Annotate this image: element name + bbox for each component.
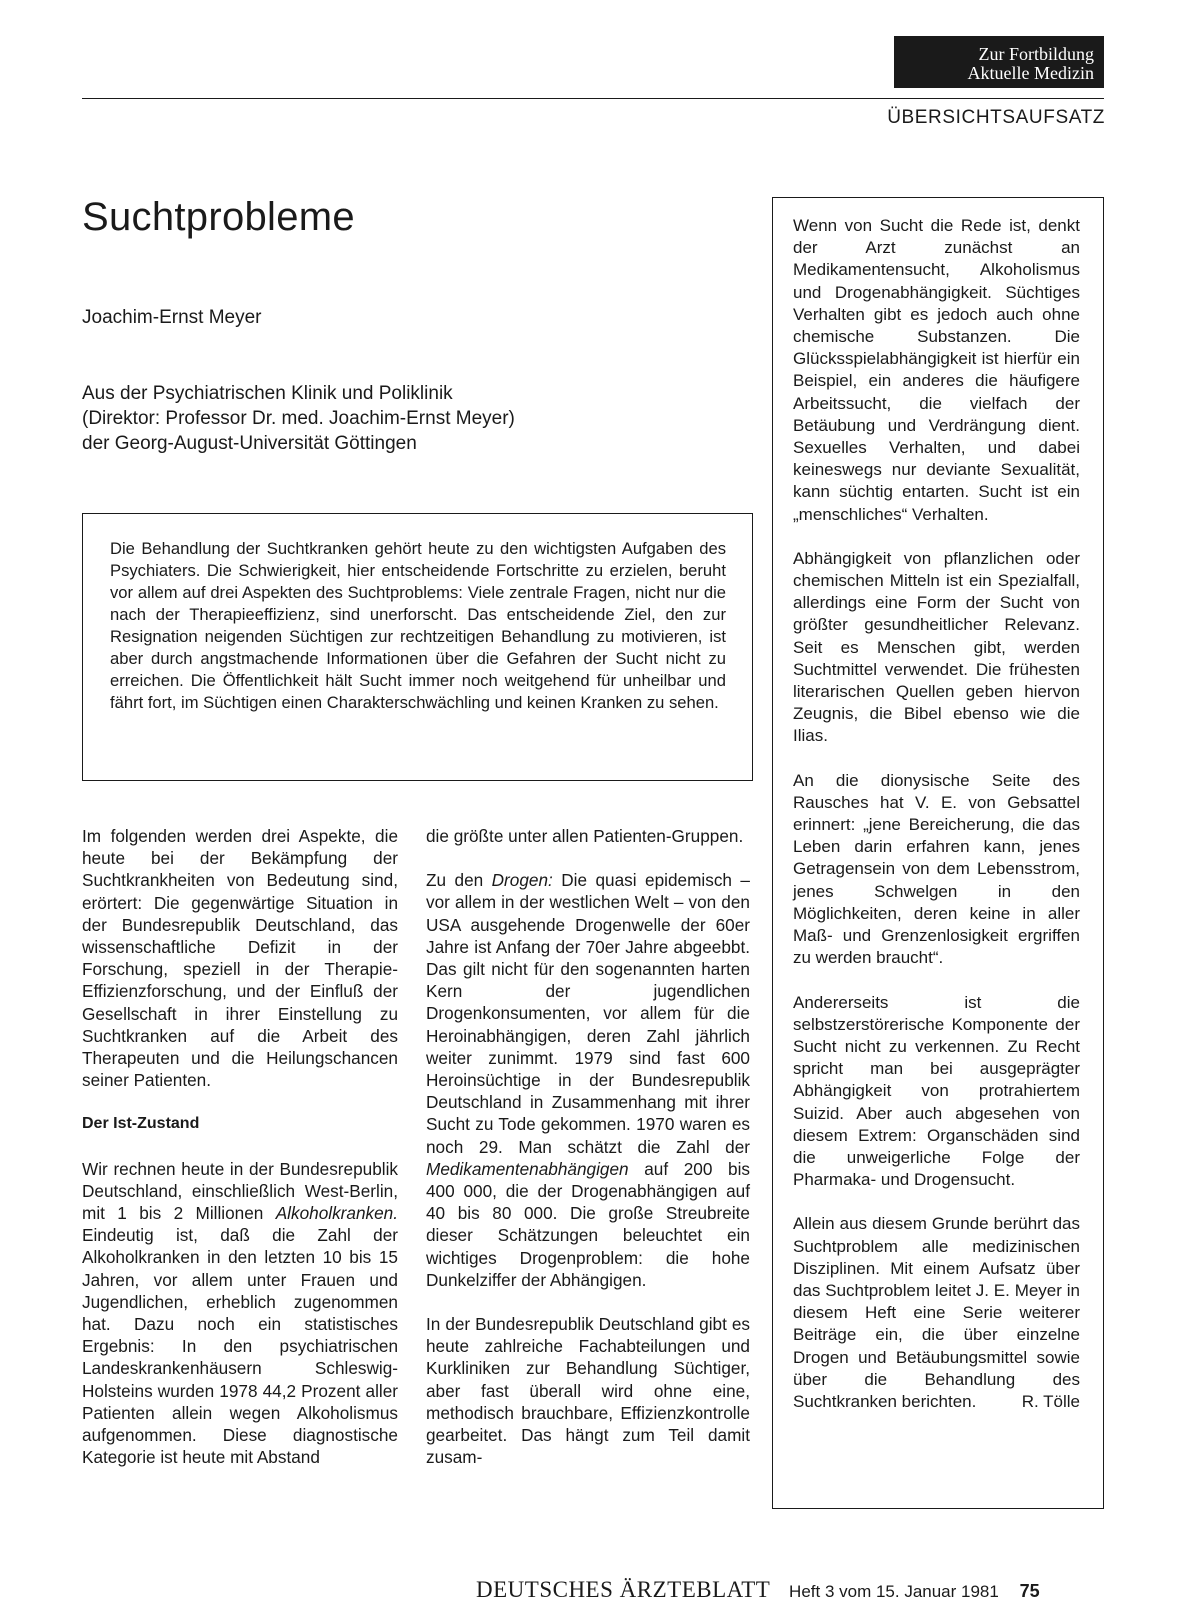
body-paragraph: In der Bundesrepublik Deutschland gibt es heute zahlreiche Fachabteilungen und Kurkliniken zur Behandlung Süchtiger, aber fast überall wird ohne eine, methodisch brauchbare, Effizienzkontrolle gearbeitet. Das hängt zum Teil damit zusam- xyxy=(426,1314,750,1468)
body-column-2 xyxy=(426,825,750,1490)
body-paragraph: die größte unter allen Patienten-Gruppen. xyxy=(426,826,744,846)
abstract-box xyxy=(82,513,753,781)
section-tag xyxy=(894,36,1104,88)
affiliation xyxy=(82,381,515,456)
affiliation-line: der Georg-August-Universität Göttingen xyxy=(82,433,417,454)
issue-info: Heft 3 vom 15. Januar 1981 xyxy=(789,1582,999,1601)
editorial-sidebar xyxy=(772,197,1104,1509)
sidebar-paragraph: Allein aus diesem Grunde berührt das Suchtproblem alle medizinischen Disziplinen. Mit einem Aufsatz über das Suchtproblem leitet J. E. Meyer in diesem Heft eine Serie weiterer Beiträge ein, die über einzelne Drogen und Betäubungsmittel sowie über die Behandlung des Suchtkranken berichten. R. Tölle xyxy=(793,1213,1080,1413)
abstract-text: Die Behandlung der Suchtkranken gehört heute zu den wichtigsten Aufgaben des Psychiaters. Die Schwierigkeit, hier entscheidende Fortschritte zu erzielen, beruht vor allem auf drei Aspekten des Suchtproblems: Viele zentrale Fragen, nicht nur die nach der Therapieeffizienz, sind unerforscht. Das entscheidende Ziel, den zur Resignation neigenden Süchtigen zur rechtzeitigen Behandlung zu motivieren, ist aber durch angstmachende Informationen über die Gefahren der Sucht nicht zu erreichen. Die Öffentlichkeit hält Sucht immer noch weitgehend für unheilbar und fährt fort, im Süchtigen einen Charakterschwächling und keinen Kranken zu sehen. xyxy=(110,539,726,712)
sidebar-paragraph: Wenn von Sucht die Rede ist, denkt der Arzt zunächst an Medikamentensucht, Alkoholismus und Drogenabhängigkeit. Süchtiges Verhalten gibt es jedoch auch ohne chemische Substanzen. Die Glücksspielabhängigkeit ist hierfür ein Beispiel, ein anderes die häufigere Arbeitssucht, die vielfach der Betäubung und Verdrängung dient. Sexuelles Verhalten, und dabei keineswegs nur deviante Sexualität, kann süchtig entarten. Sucht ist ein „menschliches“ Verhalten. xyxy=(793,216,1080,524)
journal-name: DEUTSCHES ÄRZTEBLATT xyxy=(476,1577,771,1602)
section-label: ÜBERSICHTSAUFSATZ xyxy=(887,107,1105,128)
sidebar-paragraph: Andererseits ist die selbstzerstörerische Komponente der Sucht nicht zu verkennen. Zu Recht spricht man bei ausgeprägter Abhängigkeit von protrahiertem Suizid. Aber auch abgesehen von diesem Extrem: Organschäden sind die unweigerliche Folge der Pharmaka- und Drogensucht. xyxy=(793,992,1080,1190)
author-name: Joachim-Ernst Meyer xyxy=(82,307,262,328)
affiliation-line: (Direktor: Professor Dr. med. Joachim-Ernst Meyer) xyxy=(82,408,515,429)
body-paragraph: Zu den Drogen: Die quasi epidemisch – vor allem in der westlichen Welt – von den USA ausgehende Drogenwelle der 60er Jahre ist Anfang der 70er Jahre abgeebbt. Das gilt nicht für den sogenannten harten Kern der jugendlichen Drogenkonsumenten, vor allem für die Heroinabhängigen, deren Zahl jährlich weiter zunimmt. 1979 sind fast 600 Heroinsüchtige in der Bundesrepublik Deutschland in Zusammenhang mit ihrer Sucht zu Tode gekommen. 1970 waren es noch 29. Man schätzt die Zahl der Medikamentenabhängigen auf 200 bis 400 000, die der Drogenabhängigen auf 40 bis 80 000. Die große Streubreite dieser Schätzungen beleuchtet ein wichtiges Drogenproblem: die hohe Dunkelziffer der Abhängigen. xyxy=(426,870,750,1290)
page-footer xyxy=(476,1577,1040,1603)
article-title: Suchtprobleme xyxy=(82,195,355,239)
sidebar-signature: R. Tölle xyxy=(1021,1391,1080,1411)
page-number: 75 xyxy=(1019,1581,1040,1601)
sidebar-paragraph: An die dionysische Seite des Rausches hat V. E. von Gebsattel erinnert: „jene Bereicherung, die das Leben darin erfahren kann, jenes Getragensein von dem Lebensstrom, jenes Schwelgen in den Möglichkeiten, deren keine in aller Maß- und Grenzenlosigkeit ergriffen zu werden braucht“. xyxy=(793,770,1080,968)
header-rule xyxy=(82,98,1104,99)
intro-paragraph: Im folgenden werden drei Aspekte, die heute bei der Bekämpfung der Suchtkrankheiten von Bedeutung sind, erörtert: Die gegenwärtige Situation in der Bundesrepublik Deutschland, das wissenschaftliche Defizit in der Forschung, speziell in der Therapie-Effizienzforschung, und der Einfluß der Gesellschaft in ihrer Einstellung zu Suchtkranken auf die Arbeit des Therapeuten und die Heilungschancen seiner Patienten. xyxy=(82,826,398,1091)
tag-line-medizin: Aktuelle Medizin xyxy=(967,63,1094,83)
affiliation-line: Aus der Psychiatrischen Klinik und Poliklinik xyxy=(82,383,453,404)
section-heading: Der Ist-Zustand xyxy=(82,1115,200,1133)
sidebar-paragraph: Abhängigkeit von pflanzlichen oder chemischen Mitteln ist ein Spezialfall, allerdings eine Form der Sucht von größter gesundheitlicher Relevanz. Seit es Menschen gibt, werden Suchtmittel verwendet. Die frühesten literarischen Quellen geben hiervon Zeugnis, die Bibel ebenso wie die Ilias. xyxy=(793,548,1080,746)
body-column-1 xyxy=(82,825,398,1490)
tag-line-fortbildung: Zur Fortbildung xyxy=(978,44,1094,64)
body-paragraph: Wir rechnen heute in der Bundesrepublik Deutschland, einschließlich West-Berlin, mit 1 bis 2 Millionen Alkoholkranken. Eindeutig ist, daß die Zahl der Alkoholkranken in den letzten 10 bis 15 Jahren, vor allem unter Frauen und Jugendlichen, erheblich zugenommen hat. Dazu noch ein statistisches Ergebnis: In den psychiatrischen Landeskrankenhäusern Schleswig-Holsteins wurden 1978 44,2 Prozent aller Patienten allein wegen Alkoholismus aufgenommen. Diese diagnostische Kategorie ist heute mit Abstand xyxy=(82,1158,398,1468)
